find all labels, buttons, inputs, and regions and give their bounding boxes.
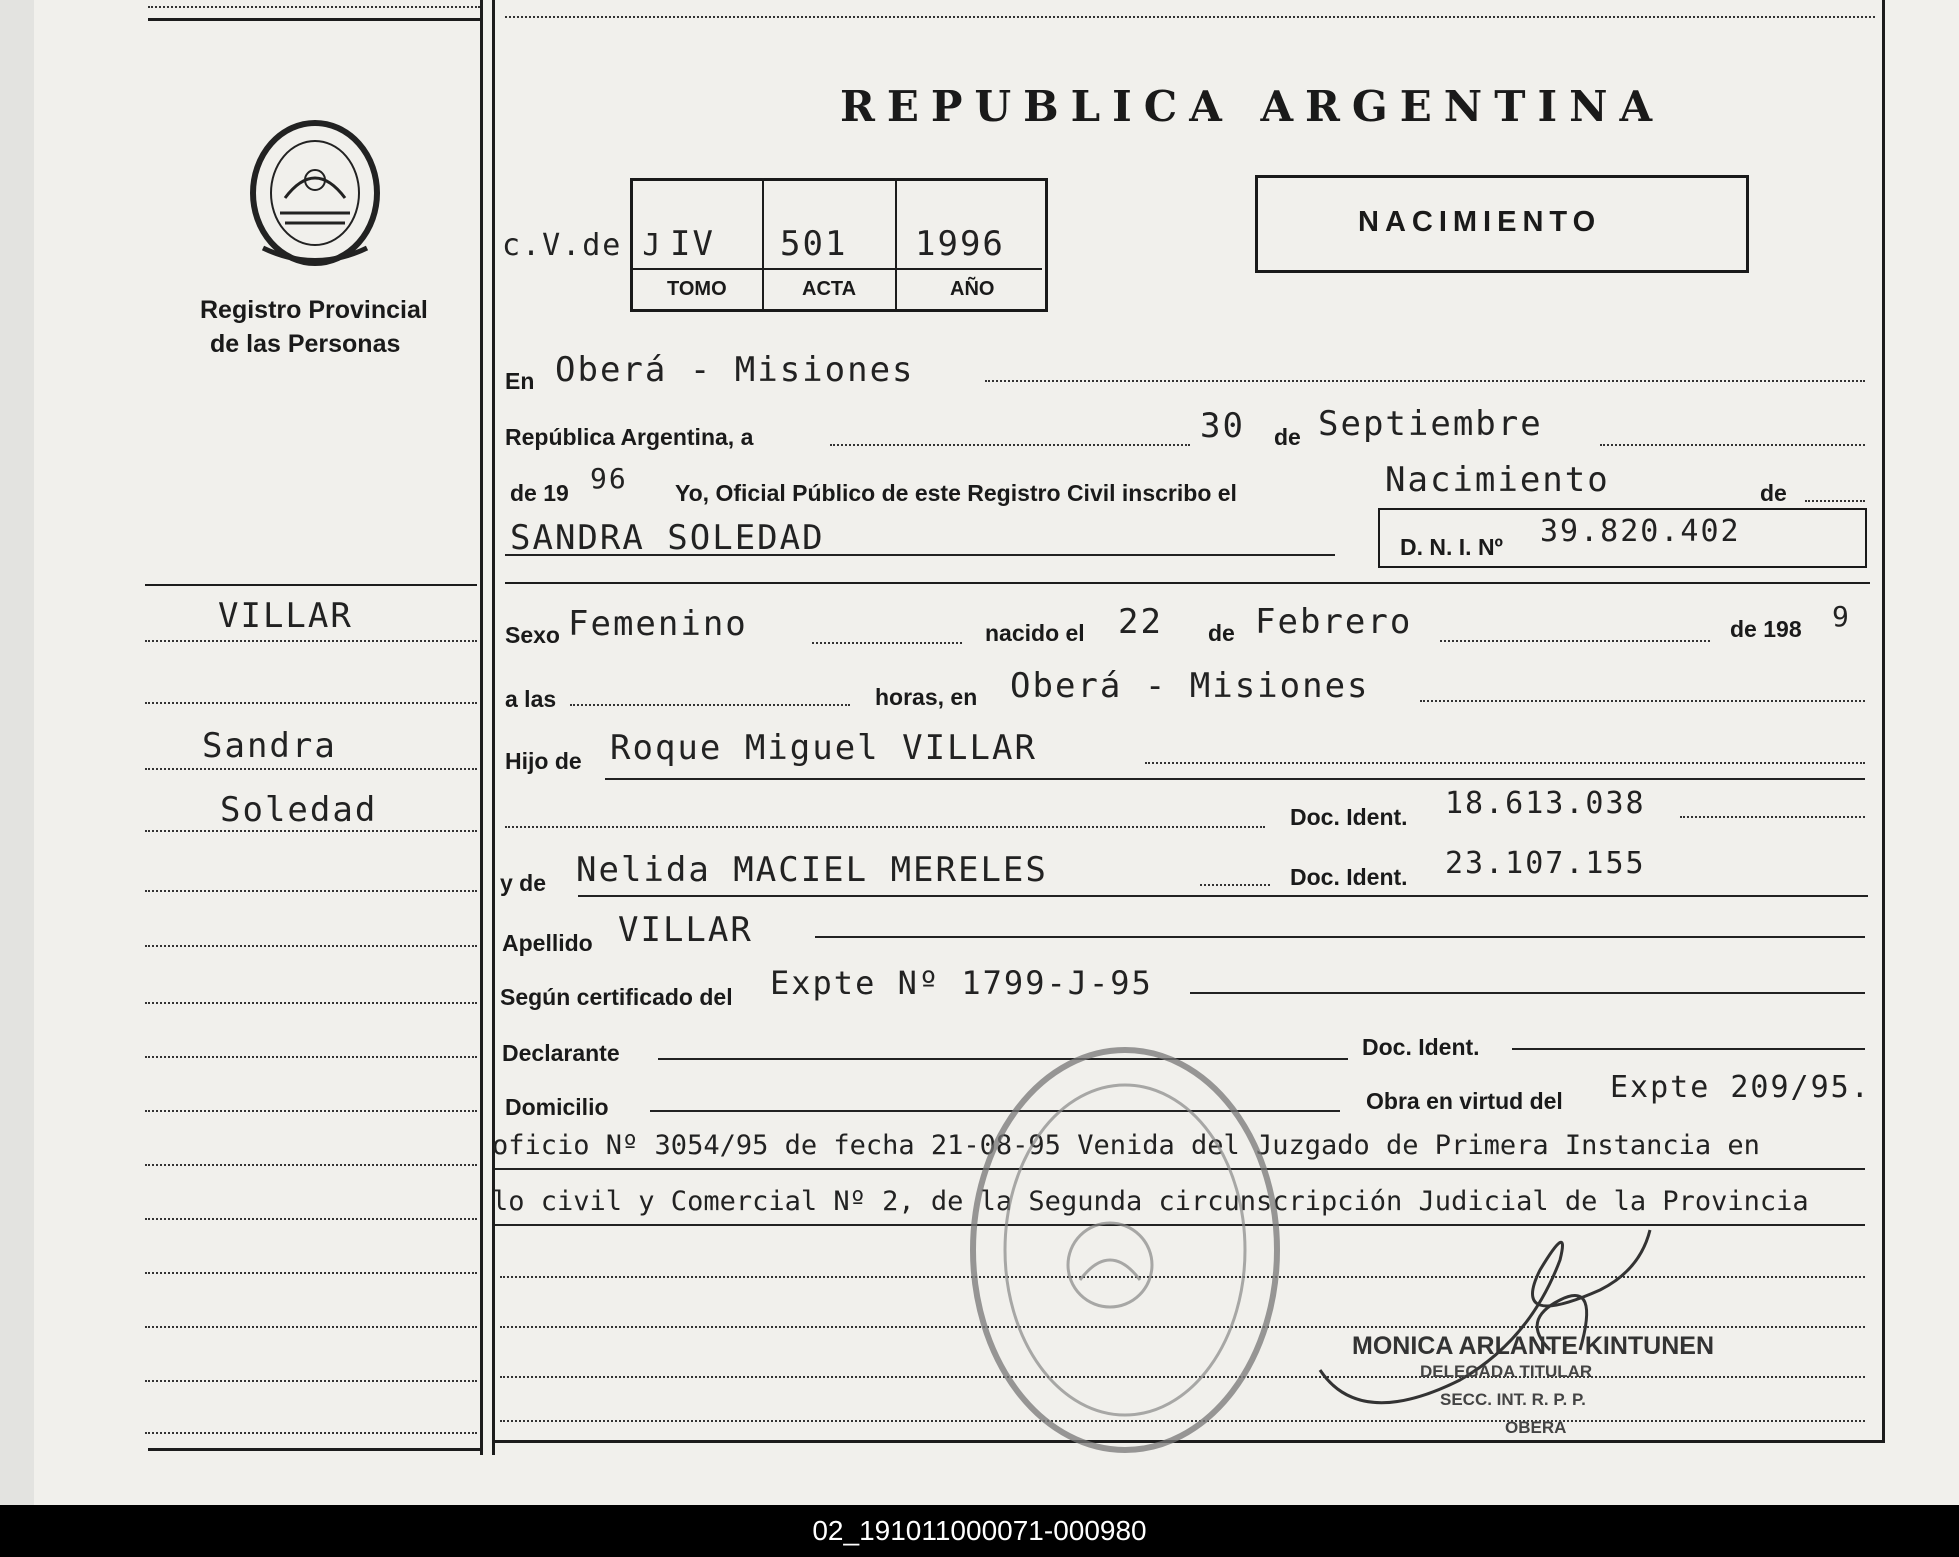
fill-line <box>505 826 1265 828</box>
acta-label: ACTA <box>802 278 857 300</box>
fill-line <box>830 444 1190 446</box>
note-line-2: lo civil y Comercial Nº 2, de la Segunda circunscripción Judicial de la Provincia <box>492 1186 1809 1217</box>
de19-label: de 19 <box>510 480 569 506</box>
day-value: 30 <box>1200 406 1245 446</box>
fill-line <box>570 704 850 706</box>
obra-value: Expte 209/95. <box>1610 1070 1871 1105</box>
dni-value: 39.820.402 <box>1540 514 1741 549</box>
de3-label: de <box>1208 620 1235 646</box>
margin-dots <box>145 945 477 947</box>
form-right-border <box>1882 0 1885 1440</box>
apellido-label: Apellido <box>502 930 593 956</box>
fill-line <box>1805 500 1865 502</box>
acta-value: 501 <box>780 224 848 264</box>
yde-label: y de <box>500 870 547 896</box>
signatory-section: SECC. INT. R. P. P. <box>1440 1390 1586 1409</box>
father-doc-value: 18.613.038 <box>1445 786 1646 821</box>
tomo-label: TOMO <box>667 278 727 300</box>
page-edge <box>0 0 34 1505</box>
doc-ident-label: Doc. Ident. <box>1290 804 1408 830</box>
margin-dots <box>145 1056 477 1058</box>
margin-dots <box>145 1380 477 1382</box>
margin-dots <box>145 890 477 892</box>
margin-given-name-2: Soledad <box>220 790 378 830</box>
sexo-value: Femenino <box>568 604 748 644</box>
ano-label: AÑO <box>950 278 995 300</box>
fill-line <box>1440 640 1710 642</box>
born-month-value: Febrero <box>1255 602 1413 642</box>
form-top-dots <box>505 16 1875 18</box>
de-label: de <box>1274 424 1301 450</box>
record-type-label: NACIMIENTO <box>1358 206 1602 238</box>
margin-dots <box>145 830 477 832</box>
fill-line <box>1200 884 1270 886</box>
segun-underline <box>1190 992 1865 994</box>
margin-bottom-line <box>148 1448 480 1451</box>
margin-dots <box>145 1272 477 1274</box>
registry-name-line2: de las Personas <box>210 330 401 358</box>
father-underline <box>605 778 1865 780</box>
reference-prefix: c.V.de J <box>502 228 663 263</box>
margin-dots <box>145 1110 477 1112</box>
form-left-border <box>492 0 495 1455</box>
dni-label: D. N. I. Nº <box>1400 534 1503 560</box>
year-value: 96 <box>590 462 628 495</box>
obra-label: Obra en virtud del <box>1366 1088 1563 1114</box>
note-line-1: oficio Nº 3054/95 de fecha 21-08-95 Venida del Juzgado de Primera Instancia en <box>492 1130 1760 1161</box>
segun-label: Según certificado del <box>500 984 733 1010</box>
hijo-label: Hijo de <box>505 748 582 774</box>
name-underline <box>505 554 1335 556</box>
margin-divider-line <box>480 0 483 1455</box>
margin-dots <box>145 768 477 770</box>
signatory-role: DELEGADA TITULAR <box>1420 1362 1593 1381</box>
margin-surname: VILLAR <box>218 596 353 636</box>
margin-dots <box>145 1432 477 1434</box>
doc-ident-underline <box>1512 1048 1865 1050</box>
oficial-statement-label: Yo, Oficial Público de este Registro Civil inscribo el <box>675 480 1237 506</box>
de2-label: de <box>1760 480 1787 506</box>
mother-name-value: Nelida MACIEL MERELES <box>576 850 1048 890</box>
en-label: En <box>505 368 535 394</box>
horas-label: horas, en <box>875 684 978 710</box>
margin-dots <box>145 1218 477 1220</box>
mother-underline <box>578 895 1868 897</box>
alas-label: a las <box>505 686 557 712</box>
margin-dots <box>145 1164 477 1166</box>
margin-top-dots <box>148 6 480 8</box>
doc-ident-label-3: Doc. Ident. <box>1362 1034 1480 1060</box>
segun-value: Expte Nº 1799-J-95 <box>770 964 1153 1002</box>
mother-doc-value: 23.107.155 <box>1445 846 1646 881</box>
margin-dots <box>145 640 477 642</box>
inscribo-value: Nacimiento <box>1385 460 1610 500</box>
fill-line <box>1145 762 1865 764</box>
doc-ident-label-2: Doc. Ident. <box>1290 864 1408 890</box>
apellido-underline <box>815 936 1865 938</box>
margin-top-line <box>148 18 480 21</box>
fill-line <box>1680 816 1865 818</box>
reference-label-divider <box>633 268 1042 270</box>
page-title: REPUBLICA ARGENTINA <box>840 82 1665 131</box>
margin-section-line <box>145 584 477 586</box>
born-day-value: 22 <box>1118 602 1163 642</box>
de198-label: de 198 <box>1730 616 1802 642</box>
image-code-bar: 02_191011000071-000980 <box>0 1505 1959 1557</box>
margin-dots <box>145 1326 477 1328</box>
signatory-name: MONICA ARLANTE KINTUNEN <box>1352 1332 1715 1360</box>
declarante-label: Declarante <box>502 1040 620 1066</box>
section-divider <box>505 582 1870 584</box>
tomo-value: IV <box>670 224 715 264</box>
official-stamp-icon <box>960 1040 1290 1460</box>
ano-value: 1996 <box>915 224 1005 264</box>
nacido-label: nacido el <box>985 620 1085 646</box>
father-name-value: Roque Miguel VILLAR <box>610 728 1037 768</box>
fill-line <box>985 380 1865 382</box>
margin-dots <box>145 702 477 704</box>
born-year-value: 9 <box>1832 600 1851 633</box>
margin-dots <box>145 1002 477 1004</box>
apellido-value: VILLAR <box>618 910 753 950</box>
signatory-city: OBERA <box>1505 1418 1567 1437</box>
fill-line <box>1600 444 1865 446</box>
reference-divider <box>762 178 764 309</box>
reference-divider <box>895 178 897 309</box>
place-value: Oberá - Misiones <box>555 350 915 390</box>
margin-given-name-1: Sandra <box>202 726 337 766</box>
misiones-emblem-icon <box>245 118 385 268</box>
registry-name-line1: Registro Provincial <box>200 296 428 324</box>
fill-line <box>1420 700 1865 702</box>
sexo-label: Sexo <box>505 622 560 648</box>
domicilio-label: Domicilio <box>505 1094 609 1120</box>
republica-label: República Argentina, a <box>505 424 754 450</box>
month-value: Septiembre <box>1318 404 1543 444</box>
registered-name-value: SANDRA SOLEDAD <box>510 518 825 558</box>
born-place-value: Oberá - Misiones <box>1010 666 1370 706</box>
fill-line <box>812 642 962 644</box>
